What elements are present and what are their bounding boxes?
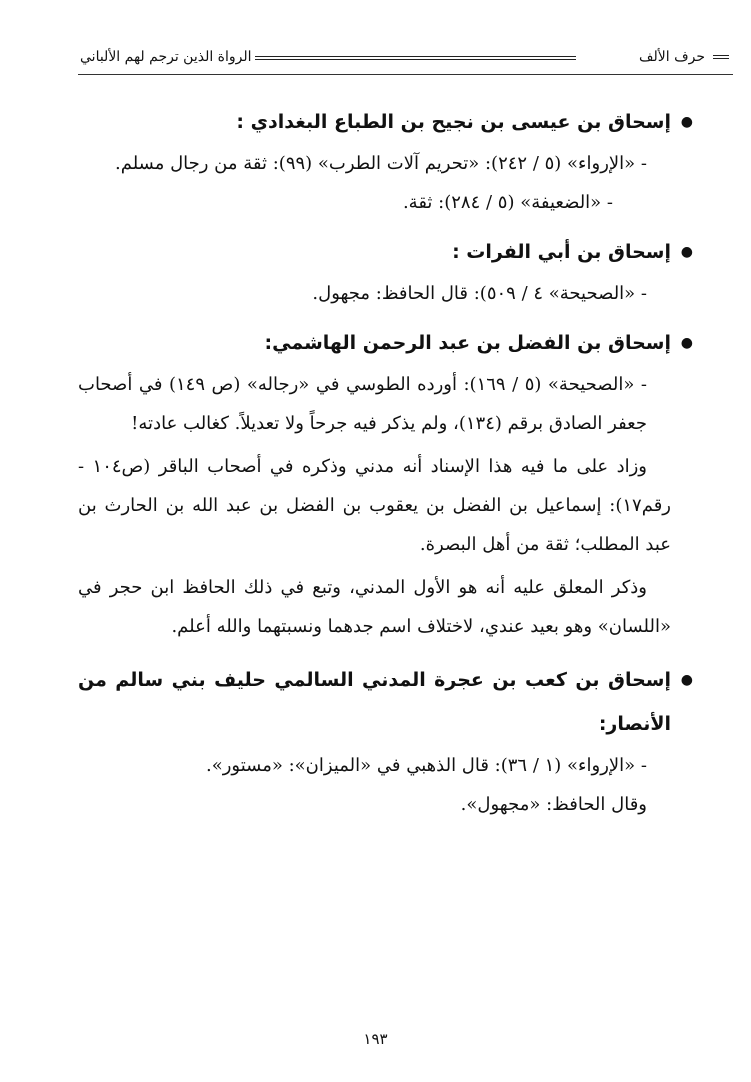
entry-heading-text: إسحاق بن الفضل بن عبد الرحمن الهاشمي: xyxy=(264,332,671,354)
entry-heading xyxy=(78,658,693,746)
header-double-rule-right xyxy=(713,55,729,59)
entry-heading-text: إسحاق بن عيسى بن نجيح بن الطباع البغدادي : xyxy=(236,111,671,133)
entry-heading xyxy=(78,321,693,365)
entry-heading xyxy=(78,230,693,274)
entry xyxy=(78,100,693,222)
chapter-title: حرف الألف xyxy=(639,49,705,65)
bullet-icon: ● xyxy=(680,244,693,260)
bullet-icon: ● xyxy=(680,335,693,351)
header-double-rule xyxy=(255,56,576,60)
citation-line: وقال الحافظ: «مجهول». xyxy=(460,794,647,815)
page-number: ١٩٣ xyxy=(363,1030,388,1048)
entry-heading-text: إسحاق بن كعب بن عجرة المدني السالمي حليف بني سالم من الأنصار: xyxy=(78,669,671,735)
entry xyxy=(78,230,693,313)
paragraph: وزاد على ما فيه هذا الإسناد أنه مدني وذكره في أصحاب الباقر (ص١٠٤ - رقم١٧): إسماعيل بن الفضل بن يعقوب بن الفضل بن عبد الله بن الحارث بن عبد المطلب؛ ثقة من أهل البصرة. xyxy=(78,456,671,555)
bullet-icon: ● xyxy=(680,114,693,130)
page-body xyxy=(78,100,693,824)
paragraph: وذكر المعلق عليه أنه هو الأول المدني، وتبع في ذلك الحافظ ابن حجر في «اللسان» وهو بعيد عندي، لاختلاف اسم جدهما ونسبتهما والله أعلم. xyxy=(78,577,671,637)
running-header-chapter xyxy=(639,49,729,65)
book-title: الرواة الذين ترجم لهم الألباني xyxy=(80,49,252,65)
bullet-icon: ● xyxy=(680,672,693,688)
citation-line: - «الصحيحة» ٤ / ٥٠٩): قال الحافظ: مجهول. xyxy=(312,283,647,304)
entry xyxy=(78,658,693,824)
citation-line: - «الضعيفة» (٥ / ٢٨٤): ثقة. xyxy=(402,192,613,213)
entry-heading xyxy=(78,100,693,144)
citation-line: - «الإرواء» (٥ / ٢٤٢): «تحريم آلات الطرب» (٩٩): ثقة من رجال مسلم. xyxy=(115,153,647,174)
entry xyxy=(78,321,693,646)
citation-line: - «الصحيحة» (٥ / ١٦٩): أورده الطوسي في «رجاله» (ص ١٤٩) في أصحاب جعفر الصادق برقم (١٣٤)، ولم يذكر فيه جرحاً ولا تعديلاً. كغالب عادته! xyxy=(78,374,647,434)
header-rule xyxy=(78,74,733,75)
entry-heading-text: إسحاق بن أبي الفرات : xyxy=(452,241,671,263)
citation-line: - «الإرواء» (١ / ٣٦): قال الذهبي في «الميزان»: «مستور». xyxy=(206,755,647,776)
